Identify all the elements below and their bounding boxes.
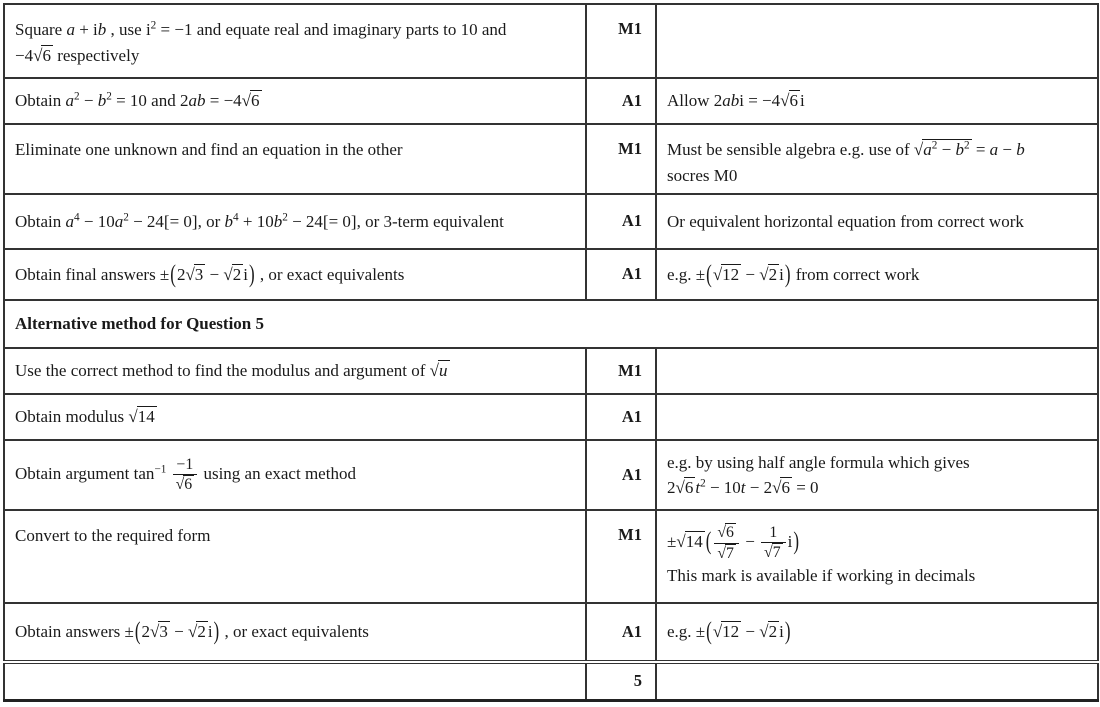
comment-cell: Or equivalent horizontal equation from correct work <box>656 194 1098 249</box>
step-cell: Convert to the required form <box>4 510 586 603</box>
total-row <box>4 662 1098 700</box>
mark-cell: A1 <box>586 394 656 440</box>
step-cell: Obtain $a^4 - 10a^2 - 24[= 0]$, or $b^4 + 10b^2 - 24[= 0]$, or 3-term equivalent <box>4 194 586 249</box>
comment-cell: e.g. ±(√12 − √2 i) <box>656 603 1098 662</box>
table-row <box>4 348 1098 394</box>
step-cell: Obtain modulus √14 <box>4 394 586 440</box>
table-row <box>4 249 1098 300</box>
mark-cell: A1 <box>586 194 656 249</box>
mark-cell: A1 <box>586 603 656 662</box>
step-cell: Obtain $a^2 - b^2 = 10$ and 2ab = −4√6 <box>4 78 586 124</box>
comment-cell: Allow 2abi = −4√6 i <box>656 78 1098 124</box>
total-empty-cell <box>4 662 586 700</box>
table-row <box>4 440 1098 510</box>
comment-cell: Must be sensible algebra e.g. use of $√a^2 - b^2 = a - b$ socres M0 <box>656 124 1098 194</box>
mark-scheme-table <box>3 3 1099 702</box>
total-empty-cell <box>656 662 1098 700</box>
comment-cell: e.g. by using half angle formula which gives 2√6 $t^2 - 10t - 2√6 = 0$ <box>656 440 1098 510</box>
mark-cell: M1 <box>586 510 656 603</box>
mark-cell: M1 <box>586 124 656 194</box>
mark-cell: A1 <box>586 78 656 124</box>
mark-cell: M1 <box>586 4 656 78</box>
table-row <box>4 394 1098 440</box>
total-marks: 5 <box>586 662 656 700</box>
table-row <box>4 510 1098 603</box>
comment-cell: ±√14 ( $\frac{√6}{√7}$ − $\frac{1}{√7}$ i) This mark is available if working in decimals <box>656 510 1098 603</box>
comment-cell <box>656 4 1098 78</box>
mark-cell: A1 <box>586 440 656 510</box>
section-header: Alternative method for Question 5 <box>4 300 1098 348</box>
comment-cell <box>656 348 1098 394</box>
comment-cell: e.g. ±(√12 − √2 i) from correct work <box>656 249 1098 300</box>
step-cell: Use the correct method to find the modulus and argument of √u <box>4 348 586 394</box>
table-row <box>4 194 1098 249</box>
table-row <box>4 4 1098 78</box>
mark-cell: A1 <box>586 249 656 300</box>
section-header-row <box>4 300 1098 348</box>
mark-cell: M1 <box>586 348 656 394</box>
step-cell: Eliminate one unknown and find an equation in the other <box>4 124 586 194</box>
step-cell: Obtain answers ±(2√3 − √2 i) , or exact equivalents <box>4 603 586 662</box>
table-row <box>4 603 1098 662</box>
step-cell: Obtain final answers ±(2√3 − √2 i) , or exact equivalents <box>4 249 586 300</box>
table-row <box>4 78 1098 124</box>
table-row <box>4 124 1098 194</box>
comment-cell <box>656 394 1098 440</box>
step-cell: Square a + ib , use $i^2 = -1$ and equate real and imaginary parts to 10 and −4√6 respectively <box>4 4 586 78</box>
step-cell: Obtain argument $\tan^{-1}$ $\frac{-1}{√6}$ using an exact method <box>4 440 586 510</box>
